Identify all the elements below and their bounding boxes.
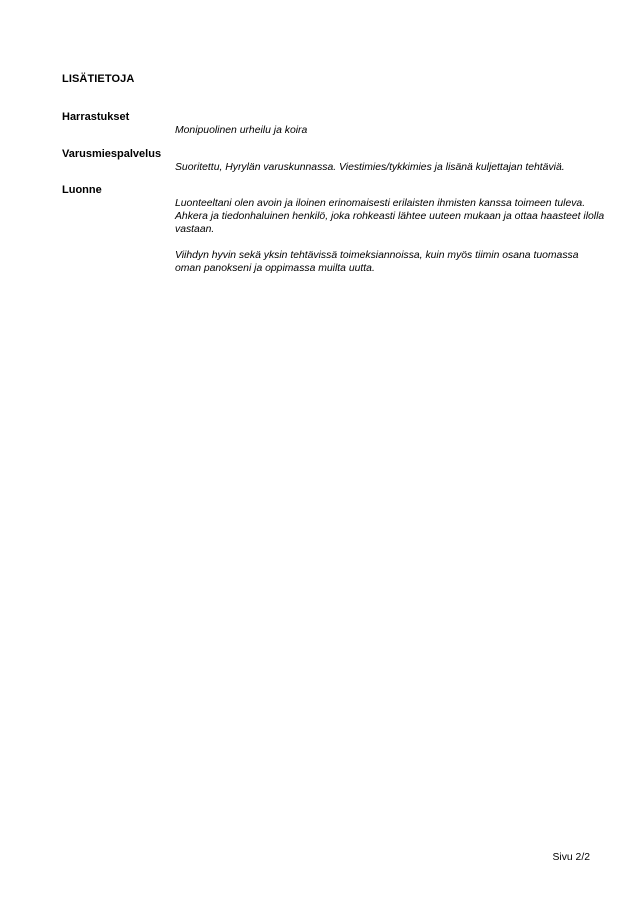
page-number: Sivu 2/2	[552, 852, 590, 863]
paragraph: Viihdyn hyvin sekä yksin tehtävissä toimeksiannoissa, kuin myös tiimin osana tuomassa oman panokseni ja oppimassa muilta uutta.	[175, 250, 579, 274]
text-harrastukset	[175, 124, 605, 137]
section-heading: LISÄTIETOJA	[62, 73, 135, 85]
paragraph: Suoritettu, Hyrylän varuskunnassa. Viestimies/tykkimies ja lisänä kuljettajan tehtäviä.	[175, 162, 565, 173]
paragraph: Monipuolinen urheilu ja koira	[175, 125, 308, 136]
label-varusmiespalvelus: Varusmiespalvelus	[62, 148, 162, 160]
label-luonne: Luonne	[62, 184, 102, 196]
text-varusmiespalvelus	[175, 161, 605, 174]
paragraph: Luonteeltani olen avoin ja iloinen erinomaisesti erilaisten ihmisten kanssa toimeen tuleva. Ahkera ja tiedonhaluinen henkilö, joka rohkeasti lähtee uuteen mukaan ja ottaa haasteet ilolla vastaan.	[175, 198, 605, 235]
text-luonne	[175, 197, 605, 275]
label-harrastukset: Harrastukset	[62, 111, 130, 123]
